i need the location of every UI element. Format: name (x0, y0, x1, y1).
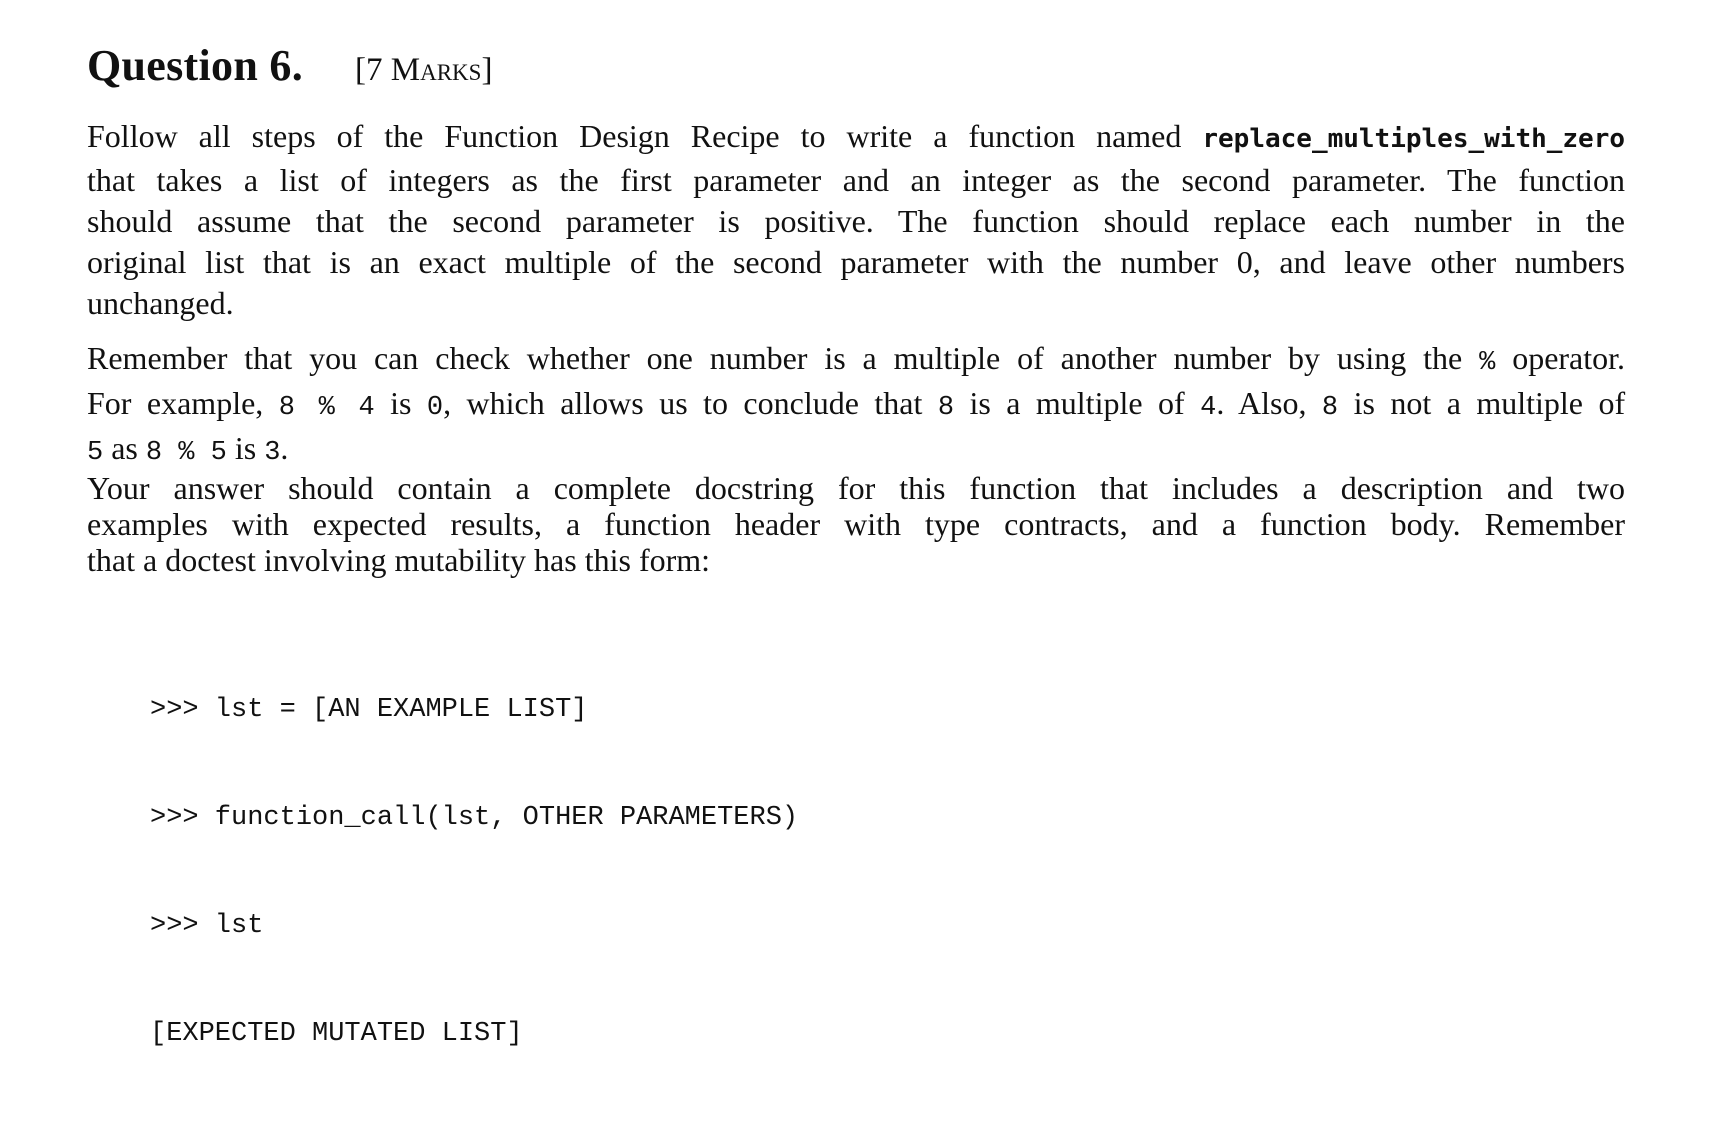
answer-requirements-paragraph (87, 470, 1625, 578)
paragraph-text: is not a multiple of (1353, 385, 1626, 421)
question-heading (87, 40, 492, 91)
modulo-operator-code: % (1479, 348, 1496, 378)
paragraph-line (87, 116, 1625, 160)
paragraph-text: For example, (87, 385, 264, 421)
paragraph-text: is (390, 385, 412, 421)
paragraph-line: that takes a list of integers as the first parameter and an integer as the second parameter. The function (87, 162, 1625, 198)
code-line: [EXPECTED MUTATED LIST] (150, 1019, 523, 1049)
paragraph-line: unchanged. (87, 285, 234, 321)
inline-code: 8 % 4 (278, 393, 375, 423)
question-marks (355, 52, 492, 88)
paragraph-line: Your answer should contain a complete docstring for this function that includes a description and two (87, 470, 1625, 506)
code-line: >>> lst (150, 911, 264, 941)
paragraph-text: Follow all steps of the Function Design Recipe to write a function named (87, 118, 1182, 154)
paragraph-text: as (111, 430, 138, 466)
paragraph-line (87, 428, 1625, 473)
question-title: Question 6. (87, 41, 303, 90)
marks-word: Marks (390, 52, 482, 88)
inline-code: 8 % 5 (145, 438, 227, 468)
inline-code: 3 (264, 438, 281, 468)
paragraph-line: should assume that the second parameter is positive. The function should replace each number in the (87, 203, 1625, 239)
inline-code: 8 (937, 393, 955, 423)
task-description-paragraph (87, 116, 1625, 324)
paragraph-line (87, 338, 1625, 383)
paragraph-line: examples with expected results, a function header with type contracts, and a function body. Remember (87, 506, 1625, 542)
inline-code: 4 (1200, 393, 1217, 423)
paragraph-line: that a doctest involving mutability has this form: (87, 542, 711, 578)
paragraph-text: Remember that you can check whether one number is a multiple of another number by using the (87, 340, 1463, 376)
paragraph-line (87, 383, 1625, 428)
marks-open: [7 (355, 52, 391, 88)
code-line: >>> function_call(lst, OTHER PARAMETERS) (150, 803, 799, 833)
inline-code: 0 (426, 393, 444, 423)
inline-code: 8 (1321, 393, 1339, 423)
inline-code: 5 (87, 438, 104, 468)
paragraph-text: , which allows us to conclude that (443, 385, 923, 421)
paragraph-text: . (280, 430, 289, 466)
paragraph-text: . Also, (1216, 385, 1307, 421)
function-name-code: replace_multiples_with_zero (1202, 124, 1626, 154)
paragraph-text: is (234, 430, 257, 466)
paragraph-line: original list that is an exact multiple of the second parameter with the number 0, and leave other numbers (87, 244, 1625, 280)
paragraph-text: is a multiple of (969, 385, 1185, 421)
modulo-hint-paragraph (87, 338, 1625, 473)
paragraph-text: operator. (1512, 340, 1626, 376)
doctest-code-block (150, 620, 798, 1124)
code-line: >>> lst = [AN EXAMPLE LIST] (150, 695, 588, 725)
marks-close: ] (481, 52, 493, 88)
